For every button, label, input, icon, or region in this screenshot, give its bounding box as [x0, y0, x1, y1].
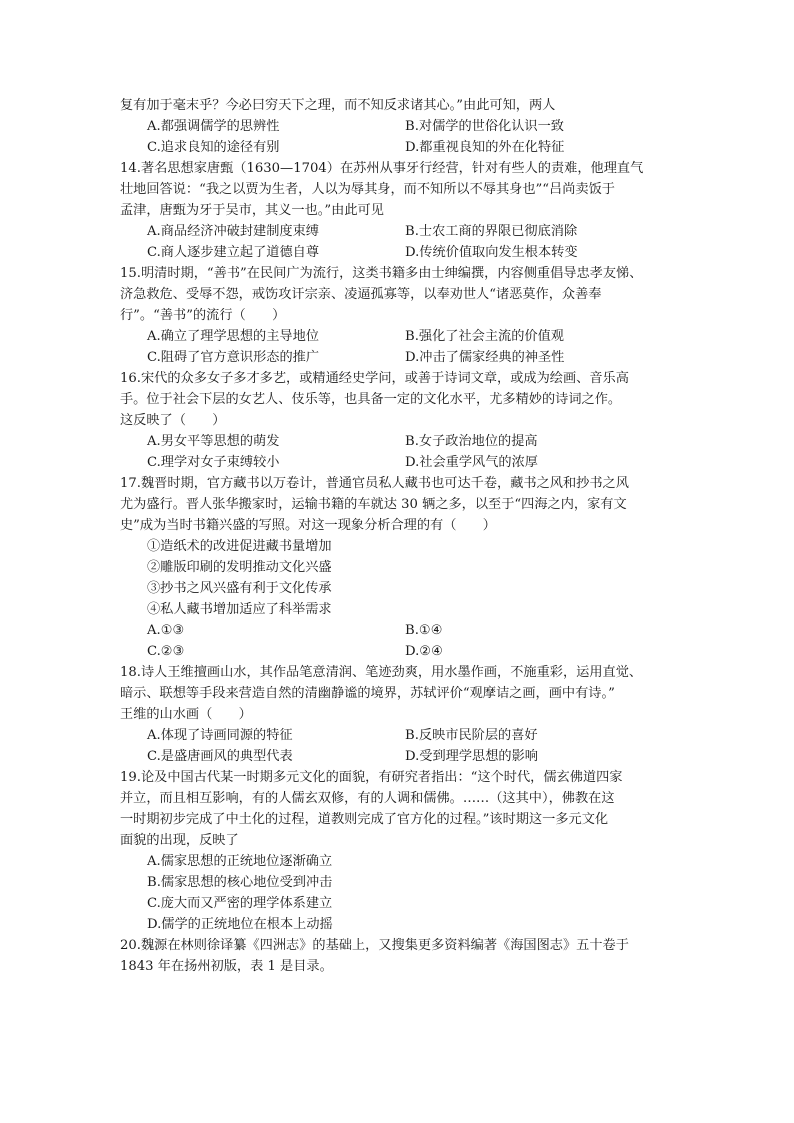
option-row	[147, 326, 680, 347]
option-b: B.士农工商的界限已彻底消除	[405, 224, 578, 239]
option-b: B.女子政治地位的提高	[405, 434, 538, 449]
question-17	[120, 473, 680, 662]
question-line: 并立，而且相互影响，有的人儒玄双修，有的人调和儒佛。……（这其中），佛教在这	[120, 791, 615, 806]
question-line: 19.论及中国古代某一时期多元文化的面貌，有研究者指出：“这个时代，儒玄佛道四家	[120, 770, 623, 785]
option-b: B.强化了社会主流的价值观	[405, 329, 564, 344]
option-c: C.理学对女子束缚较小	[147, 455, 280, 470]
question-15	[120, 263, 680, 368]
option-d: D.传统价值取向发生根本转变	[405, 245, 578, 260]
option-row	[147, 431, 680, 452]
question-line: 17.魏晋时期，官方藏书以万卷计，普通官员私人藏书也可达千卷，藏书之风和抄书之风	[120, 476, 629, 491]
question-line: 1843 年在扬州初版，表 1 是目录。	[120, 959, 333, 974]
question-18	[120, 662, 680, 767]
option-a: A.儒家思想的正统地位逐渐确立	[147, 854, 333, 869]
option-d: D.冲击了儒家经典的神圣性	[405, 350, 565, 365]
question-line: 一时期初步完成了中土化的过程，道教则完成了官方化的过程。”该时期这一多元文化	[120, 812, 609, 827]
option-row	[147, 221, 680, 242]
option-a: A.①③	[147, 623, 185, 638]
question-line: 壮地回答说：“我之以贾为生者，人以为辱其身，而不知所以不辱其身也”“吕尚卖饭于	[120, 182, 615, 197]
option-row	[147, 242, 680, 263]
option-row	[147, 746, 680, 767]
option-a: A.商品经济冲破封建制度束缚	[147, 224, 319, 239]
option-row	[147, 116, 680, 137]
intro-options	[147, 116, 680, 158]
intro-text: 复有加于毫末乎？今必曰穷天下之理，而不知反求诸其心。”由此可知，两人	[120, 98, 556, 113]
statement-item: ③抄书之风兴盛有利于文化传承	[147, 581, 332, 596]
statement-item: ②雕版印刷的发明推动文化兴盛	[147, 560, 332, 575]
question-options	[147, 620, 680, 662]
option-c: C.是盛唐画风的典型代表	[147, 749, 293, 764]
option-b: B.①④	[405, 623, 443, 638]
option-d: D.受到理学思想的影响	[405, 749, 538, 764]
question-20	[120, 935, 680, 977]
option-d: D.社会重学风气的浓厚	[405, 455, 538, 470]
question-line: 20.魏源在林则徐译纂《四洲志》的基础上，又搜集更多资料编著《海国图志》五十卷于	[120, 938, 629, 953]
question-line: 手。位于社会下层的女艺人、伎乐等，也具备一定的文化水平，尤多精妙的诗词之作。	[120, 392, 622, 407]
option-b: B.对儒学的世俗化认识一致	[405, 119, 564, 134]
question-line: 15.明清时期，“善书”在民间广为流行，这类书籍多由士绅编撰，内容侧重倡导忠孝友悌、	[120, 266, 643, 281]
question-line: 济急救危、受辱不怨，戒饬攻讦宗亲、凌逼孤寡等，以奉劝世人“诸恶莫作，众善奉	[120, 287, 602, 302]
option-d: D.儒学的正统地位在根本上动摇	[147, 917, 333, 932]
question-options	[147, 725, 680, 767]
question-options	[147, 221, 680, 263]
statement-item: ①造纸术的改进促进藏书量增加	[147, 539, 332, 554]
option-row	[147, 347, 680, 368]
option-a: A.体现了诗画同源的特征	[147, 728, 293, 743]
question-line: 孟津，唐甄为牙于吴市，其义一也。”由此可见	[120, 203, 384, 218]
option-d: D.②④	[405, 644, 443, 659]
question-line: 王维的山水画（ ）	[120, 707, 252, 722]
question-line: 史”成为当时书籍兴盛的写照。对这一现象分析合理的有（ ）	[120, 518, 496, 533]
question-line: 面貌的出现，反映了	[120, 833, 239, 848]
question-line: 行”。“善书”的流行（ ）	[120, 308, 286, 323]
option-row	[147, 725, 680, 746]
question-line: 18.诗人王维擅画山水，其作品笔意清润、笔迹劲爽，用水墨作画，不施重彩，运用直觉、	[120, 665, 643, 680]
option-row	[147, 452, 680, 473]
option-c: C.庞大而又严密的理学体系建立	[147, 896, 333, 911]
option-a: A.都强调儒学的思辨性	[147, 119, 280, 134]
question-line: 这反映了（ ）	[120, 413, 226, 428]
intro-fragment	[120, 95, 680, 158]
question-14	[120, 158, 680, 263]
option-row	[147, 620, 680, 641]
option-b: B.儒家思想的核心地位受到冲击	[147, 875, 333, 890]
question-options	[147, 326, 680, 368]
question-line: 尤为盛行。晋人张华搬家时，运输书籍的车就达 30 辆之多，以至于“四海之内，家有文	[120, 497, 627, 512]
option-a: A.确立了理学思想的主导地位	[147, 329, 319, 344]
question-line: 14.著名思想家唐甄（1630—1704）在苏州从事牙行经营，针对有些人的责难，他理直气	[120, 161, 644, 176]
question-19	[120, 767, 680, 935]
option-row	[147, 641, 680, 662]
option-c: C.商人逐步建立起了道德自尊	[147, 245, 320, 260]
question-options	[147, 851, 680, 935]
exam-page	[120, 95, 680, 977]
question-options	[147, 431, 680, 473]
option-a: A.男女平等思想的萌发	[147, 434, 280, 449]
option-c: C.阻碍了官方意识形态的推广	[147, 350, 320, 365]
question-16	[120, 368, 680, 473]
option-d: D.都重视良知的外在化特征	[405, 140, 565, 155]
option-c: C.追求良知的途径有别	[147, 140, 280, 155]
question-line: 16.宋代的众多女子多才多艺，或精通经史学问，或善于诗词文章，或成为绘画、音乐高	[120, 371, 629, 386]
option-b: B.反映市民阶层的喜好	[405, 728, 538, 743]
statement-item: ④私人藏书增加适应了科举需求	[147, 602, 332, 617]
option-row	[147, 137, 680, 158]
option-c: C.②③	[147, 644, 185, 659]
question-line: 暗示、联想等手段来营造自然的清幽静谧的境界，苏轼评价“观摩诘之画，画中有诗。”	[120, 686, 615, 701]
